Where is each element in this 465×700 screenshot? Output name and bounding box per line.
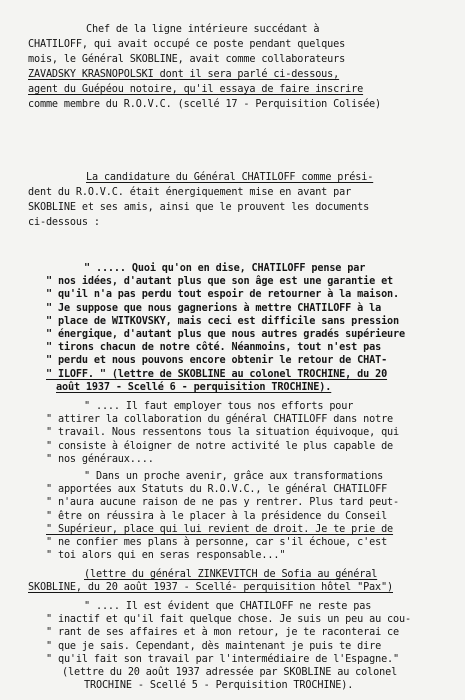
quote-line: " consiste à éloigner de notre activité le plus capable de	[46, 440, 394, 452]
quote-line: " ..... Quoi qu'on en dise, CHATILOFF pense par	[84, 263, 366, 274]
quote-line: " qu'il n'a pas perdu tout espoir de retourner à la maison.	[46, 289, 400, 301]
text-line: mois, le Général SKOBLINE, avait comme collaborateurs	[28, 54, 346, 65]
text-line: CHATILOFF, qui avait occupé ce poste pendant quelques	[28, 39, 346, 50]
quote-skobline-letter	[0, 262, 465, 394]
quote-line: " place de WITKOVSKY, mais ceci est difficile sans pression	[46, 315, 400, 327]
quote-line: " attirer la collaboration du général CHATILOFF dans notre	[46, 414, 394, 426]
text-line: agent du Guépéou notoire, qu'il essaya de faire inscrire	[28, 84, 364, 95]
quote-line: " inactif et qu'il fait quelque chose. Je suis un peu au cou-	[46, 614, 411, 626]
quote-line: août 1937 - Scellé 6 - perquisition TROCHINE).	[56, 381, 332, 393]
quote-line: " apportées aux Statuts du R.O.V.C., le général CHATILOFF	[46, 484, 388, 496]
quote-line: " qu'il fait son travail par l'intermédiaire de l'Espagne."	[46, 653, 400, 665]
text-line: ci-dessous :	[28, 217, 100, 228]
text-line: Chef de la ligne intérieure succédant à	[86, 24, 320, 35]
text-line: SKOBLINE et ses amis, ainsi que le prouvent les documents	[28, 202, 370, 213]
paragraph-chatiloff-candidature	[0, 170, 465, 230]
quote-line: " perdu et nous pouvons encore obtenir le retour de CHAT-	[46, 355, 388, 367]
quote-line: " travail. Nous ressentons tous la situation équivoque, qui	[46, 427, 400, 439]
citation-zinkevitch-letter	[0, 568, 465, 594]
quote-line: " tirons chacun de notre côté. Néanmoins, tout n'est pas	[46, 342, 382, 354]
quote-line: " Je suppose que nous gagnerions à mettre CHATILOFF à la	[46, 302, 382, 314]
citation-line: TROCHINE - Scellé 5 - Perquisition TROCHINE).	[84, 680, 354, 692]
paragraph-skobline-collaborators	[0, 22, 465, 112]
quote-line: " .... Il est évident que CHATILOFF ne reste pas	[84, 601, 372, 612]
quote-line: " ILOFF. " (lettre de SKOBLINE au colonel TROCHINE, du 20	[46, 368, 388, 380]
quote-collaboration-effort	[0, 400, 465, 466]
quote-line: " nos idées, d'autant plus que son âge est une garantie et	[46, 276, 394, 288]
text-line: comme membre du R.O.V.C. (scellé 17 - Perquisition Colisée)	[28, 99, 382, 110]
citation-line: (lettre du général ZINKEVITCH de Sofia au général	[84, 569, 378, 580]
text-line: ZAVADSKY KRASNOPOLSKI dont il sera parlé ci-dessous,	[28, 69, 340, 80]
quote-line: " énergique, d'autant plus que nous autres gradés supérieure	[46, 328, 406, 340]
citation-line: (lettre du 20 août 1937 adressée par SKOBLINE au colonel	[62, 666, 398, 678]
quote-line: " rant de ses affaires et à mon retour, je te raconterai ce	[46, 627, 400, 639]
quote-line: " Dans un proche avenir, grâce aux transformations	[84, 471, 384, 482]
citation-line: SKOBLINE, du 20 août 1937 - Scellé- perquisition hôtel "Pax")	[28, 582, 393, 594]
quote-line: " être on réussira à le placer à la présidence du Conseil	[46, 510, 388, 522]
quote-line: " n'aura aucune raison de ne pas y rentrer. Plus tard peut-	[46, 497, 400, 509]
quote-line: " toi alors qui en seras responsable..."	[46, 550, 286, 562]
quote-line: " que je sais. Cependant, dès maintenant je puis te dire	[46, 640, 382, 652]
text-line: dent du R.O.V.C. était énergiquement mise en avant par	[28, 187, 352, 198]
quote-line: " Supérieur, place qui lui revient de droit. Je te prie de	[46, 523, 394, 535]
quote-line: " nos généraux....	[46, 453, 154, 465]
quote-rovc-statutes	[0, 470, 465, 562]
quote-chatiloff-activity	[0, 600, 465, 692]
text-line: La candidature du Général CHATILOFF comme prési-	[86, 172, 374, 183]
quote-line: " .... Il faut employer tous nos efforts pour	[84, 401, 354, 412]
quote-line: " ne confier mes plans à personne, car s'il échoue, c'est	[46, 536, 388, 548]
